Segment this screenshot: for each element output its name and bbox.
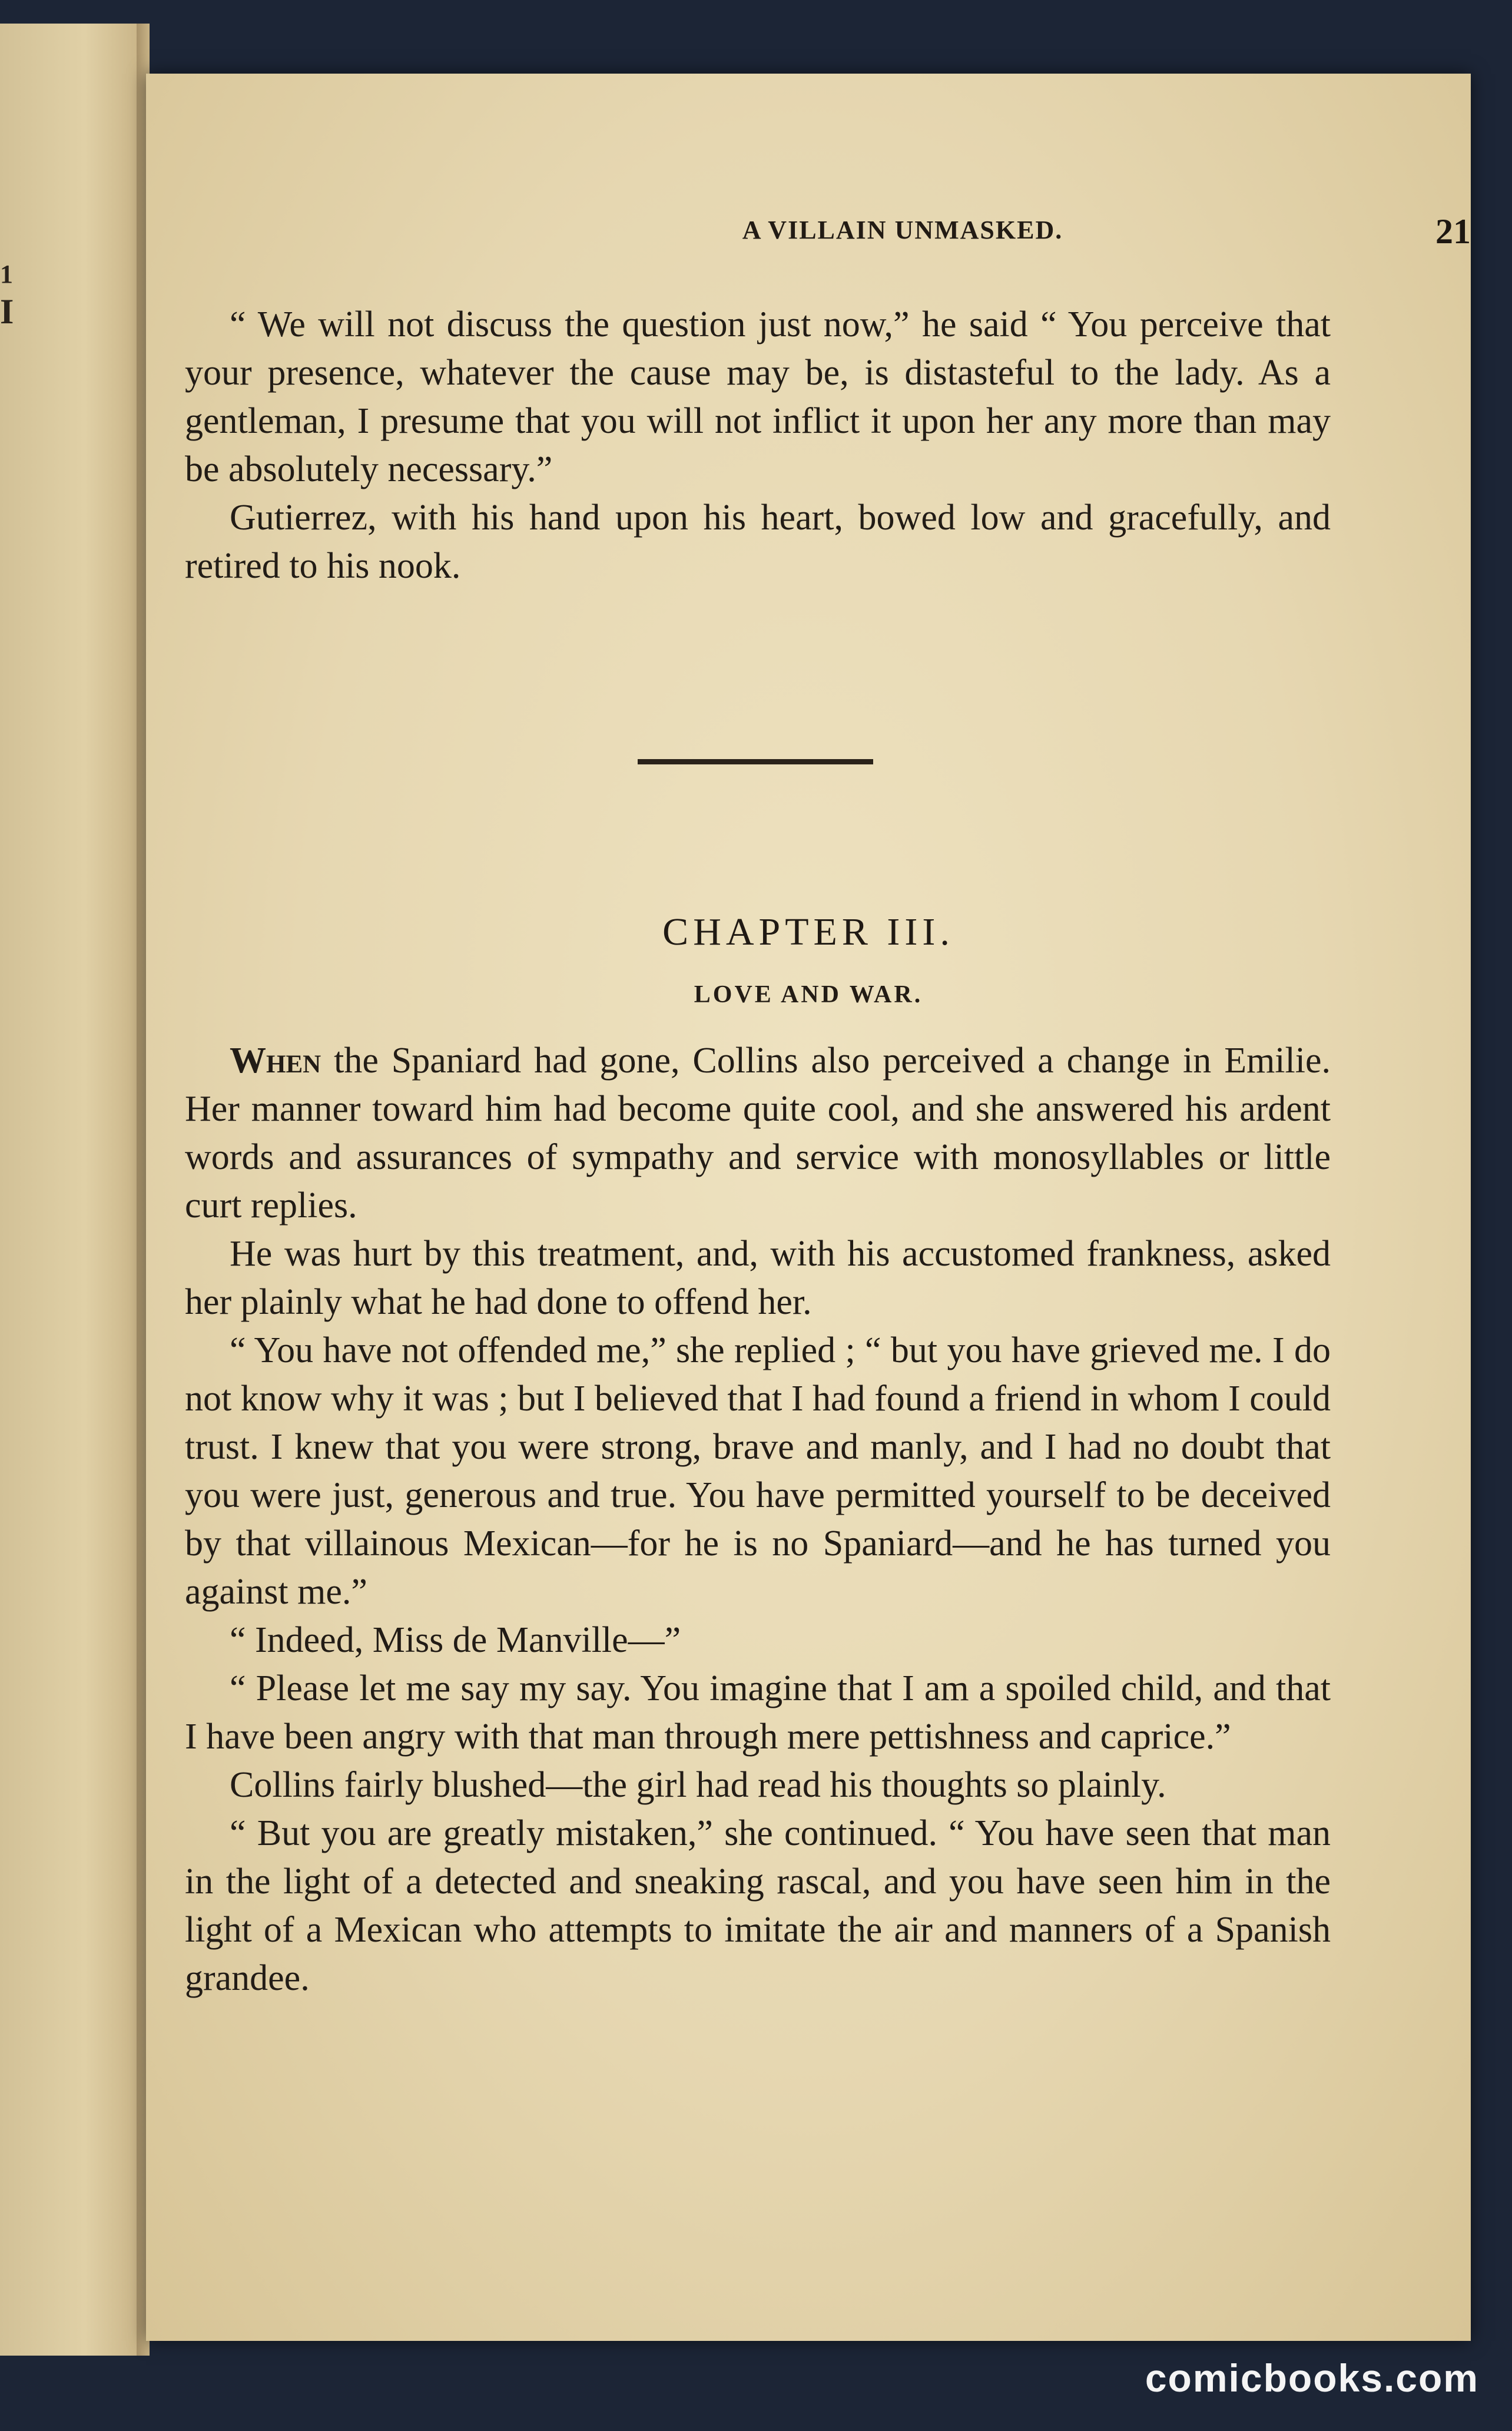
facing-page-fragment: I — [0, 292, 14, 331]
chapter-text — [185, 1036, 1331, 2002]
paragraph: Collins fairly blushed—the girl had read his thoughts so plainly. — [230, 1765, 1166, 1805]
paragraph: He was hurt by this treatment, and, with his accustomed frankness, asked her plainly what he had done to offend her. — [185, 1234, 1331, 1322]
paragraph: “ Indeed, Miss de Manville—” — [230, 1620, 681, 1660]
opening-word: When — [230, 1041, 321, 1081]
page-header — [146, 212, 1471, 268]
running-title: A VILLAIN UNMASKED. — [742, 216, 1063, 244]
opening-paragraph — [185, 1036, 1331, 1230]
paragraph: “ Please let me say my say. You imagine that I am a spoiled child, and that I have been angry with that man through mere pettishness and caprice.” — [185, 1668, 1331, 1757]
opening-paragraph-text: the Spaniard had gone, Collins also perceived a change in Emilie. Her manner toward him had become quite cool, and she answered his ardent words and assurances of sympathy and service with monosyllables or little curt replies. — [185, 1041, 1331, 1226]
paragraph: “ But you are greatly mistaken,” she continued. “ You have seen that man in the light of a detected and sneaking rascal, and you have seen him in the light of a Mexican who attempts to imitate the air and manners of a Spanish grandee. — [185, 1813, 1331, 1998]
book-page — [146, 74, 1471, 2341]
previous-chapter-text — [185, 300, 1331, 590]
chapter-title: CHAPTER III. — [662, 910, 954, 953]
paragraph: Gutierrez, with his hand upon his heart, bowed low and gracefully, and retired to his nook. — [185, 498, 1331, 586]
facing-page-edge — [0, 24, 141, 2356]
paragraph: “ We will not discuss the question just now,” he said “ You perceive that your presence, whatever the cause may be, is distasteful to the lady. As a gentleman, I presume that you will not inflict it upon her any more than may be absolutely necessary.” — [185, 304, 1331, 489]
facing-page-fragment: 1 — [0, 260, 13, 289]
page-number: 21 — [1435, 212, 1471, 251]
chapter-subtitle: LOVE AND WAR. — [694, 981, 923, 1008]
paragraph: “ You have not offended me,” she replied ; “ but you have grieved me. I do not know why it was ; but I believed that I had found a friend in whom I could trust. I knew that you were strong, brave and manly, and I had no doubt that you were just, generous and true. You have permitted yourself to be deceived by that villainous Mexican—for he is no Spaniard—and he has turned you against me.” — [185, 1330, 1331, 1612]
section-divider — [638, 759, 873, 764]
watermark: comicbooks.com — [1145, 2356, 1479, 2400]
